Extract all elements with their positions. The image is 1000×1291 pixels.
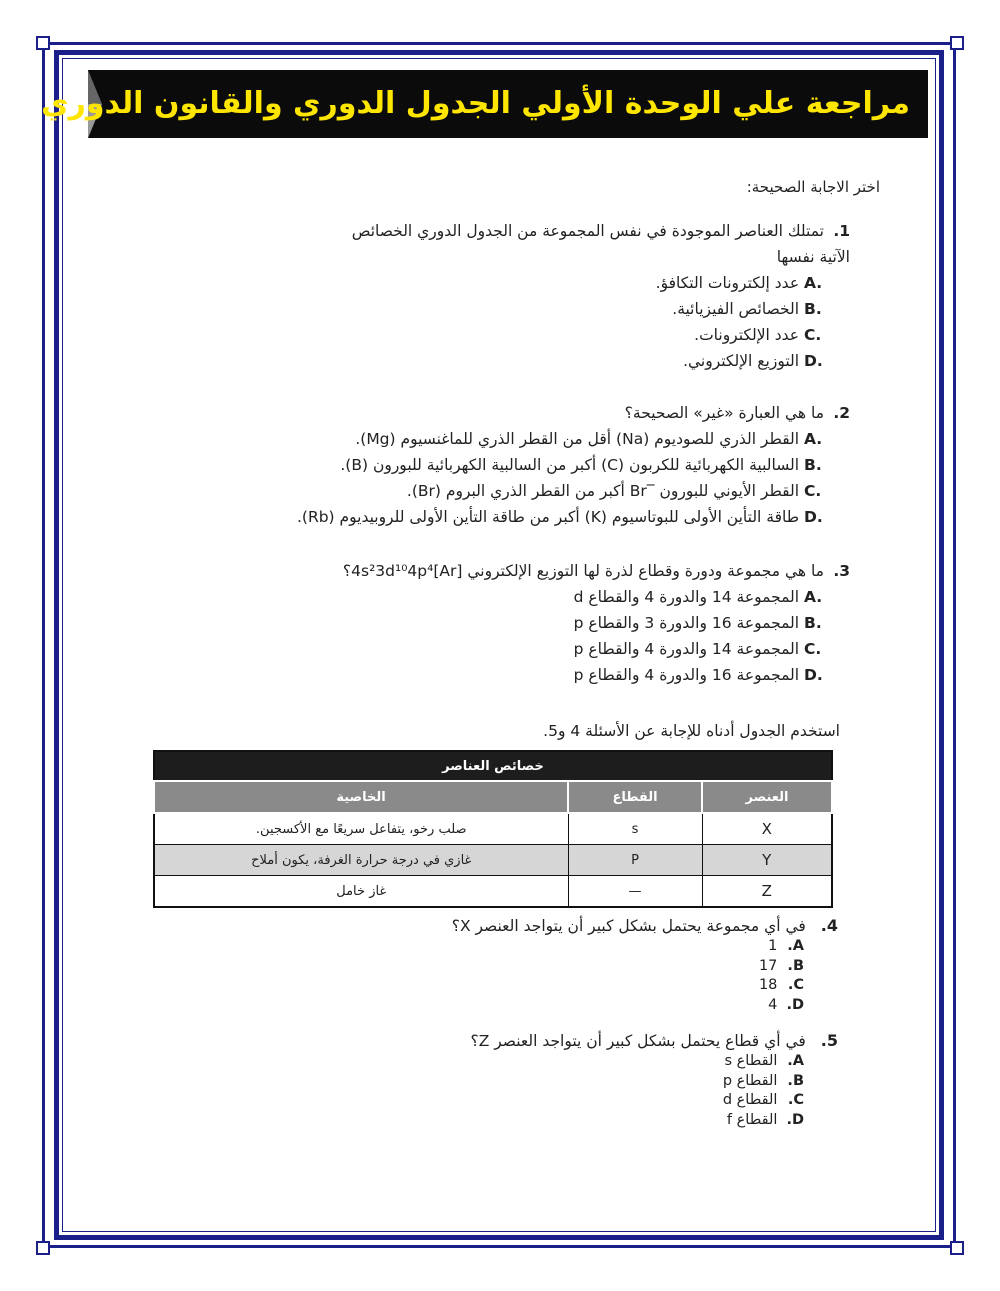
corner-ornament — [950, 1241, 964, 1255]
table-intro: استخدم الجدول أدناه للإجابة عن الأسئلة 4 و5. — [543, 722, 840, 740]
column-header-block: القطاع — [568, 781, 702, 813]
question-stem: تمتلك العناصر الموجودة في نفس المجموعة من الجدول الدوري الخصائص — [351, 222, 824, 240]
answer-option[interactable]: B. السالبية الكهربائية للكربون (C) أكبر من السالبية الكهربائية للبورون (B). — [340, 456, 822, 474]
question-stem: ما هي العبارة «غير» الصحيحة؟ — [624, 404, 824, 422]
question-4-stem: 4. في أي مجموعة يحتمل بشكل كبير أن يتواجد العنصر X؟ — [451, 916, 838, 935]
question-5-options — [684, 1052, 804, 1130]
answer-option[interactable]: D. التوزيع الإلكتروني. — [683, 352, 823, 370]
answer-option[interactable]: A. القطاع s — [724, 1053, 804, 1069]
table-row: X s صلب رخو، يتفاعل سريعًا مع الأكسجين. — [154, 813, 832, 845]
instruction: اختر الاجابة الصحيحة: — [746, 178, 880, 196]
table-row: Z — غاز خامل — [154, 876, 832, 908]
answer-option[interactable]: C. القطاع d — [722, 1092, 804, 1108]
question-number: 3. — [833, 562, 850, 580]
answer-option[interactable]: C. 18 — [758, 977, 804, 993]
answer-option[interactable]: C. المجموعة 14 والدورة 4 والقطاع p — [573, 640, 822, 658]
corner-ornament — [36, 36, 50, 50]
question-number: 2. — [833, 404, 850, 422]
elements-table — [153, 750, 833, 908]
answer-option[interactable]: D. المجموعة 16 والدورة 4 والقطاع p — [573, 666, 823, 684]
question-1 — [160, 218, 850, 374]
page-title: مراجعة علي الوحدة الأولي الجدول الدوري والقانون الدوري — [41, 86, 910, 121]
answer-option[interactable]: B. الخصائص الفيزيائية. — [672, 300, 822, 318]
answer-option[interactable]: A. عدد إلكترونات التكافؤ. — [655, 274, 823, 292]
answer-option[interactable]: A. القطر الذري للصوديوم (Na) أقل من القطر الذري للماغنسيوم (Mg). — [355, 430, 823, 448]
answer-option[interactable]: B. 17 — [758, 957, 804, 974]
question-4-options — [704, 937, 804, 1015]
question-5-stem: 5. في أي قطاع يحتمل بشكل كبير أن يتواجد العنصر Z؟ — [470, 1031, 838, 1050]
answer-option[interactable]: A. المجموعة 14 والدورة 4 والقطاع d — [573, 588, 823, 606]
column-header-property: الخاصية — [154, 781, 568, 813]
table-caption: خصائص العناصر — [154, 751, 832, 781]
answer-option[interactable]: D. طاقة التأين الأولى للبوتاسيوم (K) أكبر من طاقة التأين الأولى للروبيديوم (Rb). — [296, 508, 823, 526]
answer-option[interactable]: D. 4 — [768, 996, 804, 1013]
table-row: Y P غازي في درجة حرارة الغرفة، يكون أملاح — [154, 845, 832, 876]
answer-option[interactable]: D. القطاع f — [726, 1111, 804, 1128]
corner-ornament — [36, 1241, 50, 1255]
question-stem: ما هي مجموعة ودورة وقطاع لذرة لها التوزيع الإلكتروني [Ar]4s²3d¹⁰4p⁴؟ — [342, 562, 824, 580]
answer-option[interactable]: C. عدد الإلكترونات. — [694, 326, 822, 344]
column-header-element: العنصر — [702, 781, 832, 813]
answer-option[interactable]: B. المجموعة 16 والدورة 3 والقطاع p — [573, 614, 822, 632]
question-3 — [130, 558, 850, 688]
answer-option[interactable]: B. القطاع p — [722, 1072, 804, 1089]
corner-ornament — [950, 36, 964, 50]
answer-option[interactable]: C. القطر الأيوني للبورون ‾Br أكبر من القطر الذري البروم (Br). — [406, 482, 822, 500]
question-number: 1. — [833, 222, 850, 240]
question-2 — [130, 400, 850, 530]
question-stem-cont: الآتية نفسها — [776, 248, 850, 266]
answer-option[interactable]: A. 1 — [768, 938, 804, 954]
